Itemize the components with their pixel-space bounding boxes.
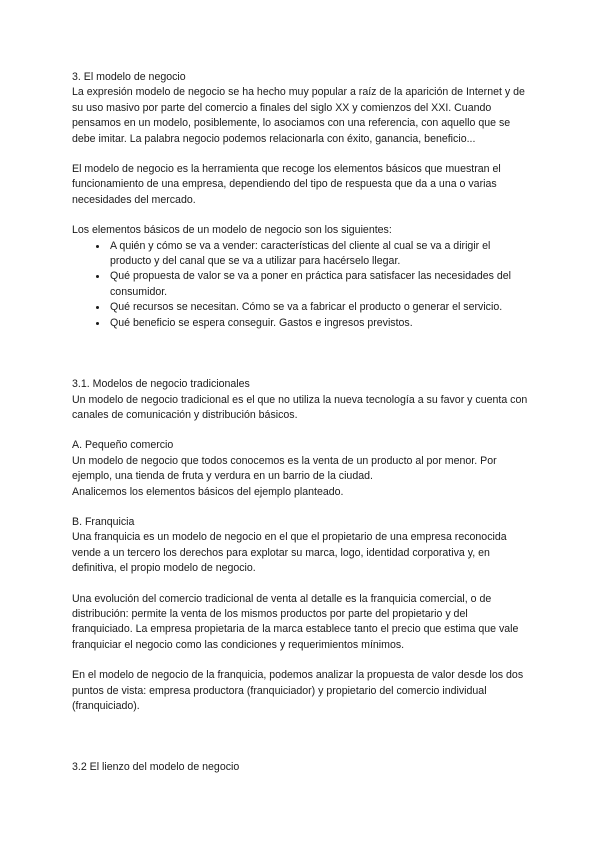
spacer xyxy=(72,653,530,668)
section-b-paragraph-1: Una franquicia es un modelo de negocio en el que el propietario de una empresa reconocida vende a un tercero los derechos para explotar su marca, logo, identidad corporativa y, en definitiva, el propio modelo de negocio. xyxy=(72,531,507,575)
elements-list xyxy=(72,239,530,331)
section-3-1-title: 3.1. Modelos de negocio tradicionales xyxy=(72,378,250,391)
list-item: • Qué propuesta de valor se va a poner en práctica para satisfacer las necesidades del consumidor. xyxy=(108,269,530,300)
section-b-paragraph-2: Una evolución del comercio tradicional de venta al detalle es la franquicia comercial, o de distribución: permite la venta de los mismos productos por parte del propietario y del franquiciado. La empresa propietaria de la marca establece tanto el precio que estima que vale franquiciar el negocio como las condiciones y requerimientos mínimos. xyxy=(72,592,519,651)
spacer xyxy=(72,423,530,438)
section-b-title: B. Franquicia xyxy=(72,515,135,528)
section-a-title: A. Pequeño comercio xyxy=(72,439,174,452)
spacer xyxy=(72,500,530,515)
section-3-paragraph-3: Los elementos básicos de un modelo de negocio son los siguientes: xyxy=(72,224,392,237)
list-item: • Qué beneficio se espera conseguir. Gastos e ingresos previstos. xyxy=(108,316,530,331)
spacer xyxy=(72,208,530,223)
spacer xyxy=(72,714,530,760)
list-item: • A quién y cómo se va a vender: características del cliente al cual se va a dirigir el producto y del canal que se va a utilizar para hacérselo llegar. xyxy=(108,239,530,270)
section-3-paragraph-1: La expresión modelo de negocio se ha hecho muy popular a raíz de la aparición de Internet y de su uso masivo por parte del comercio a finales del siglo XX y comienzos del XXI. Cuando pensamos en un modelo, posiblemente, lo asociamos con una referencia, con aquello que se debe imitar. La palabra negocio podemos relacionarla con éxito, ganancia, beneficio... xyxy=(72,86,525,145)
section-3-title: 3. El modelo de negocio xyxy=(72,71,186,83)
spacer xyxy=(72,331,530,377)
spacer xyxy=(72,147,530,162)
section-a-paragraph-1: Un modelo de negocio que todos conocemos es la venta de un producto al por menor. Por ejemplo, una tienda de fruta y verdura en un barrio de la ciudad. xyxy=(72,454,497,483)
section-a-paragraph-2: Analicemos los elementos básicos del ejemplo planteado. xyxy=(72,485,344,498)
section-b-paragraph-3: En el modelo de negocio de la franquicia, podemos analizar la propuesta de valor desde los dos puntos de vista: empresa productora (franquiciador) y propietario del comercio individual (franquiciado). xyxy=(72,669,524,712)
section-3-2-title: 3.2 El lienzo del modelo de negocio xyxy=(72,761,240,774)
spacer xyxy=(72,577,530,592)
section-3-1-paragraph: Un modelo de negocio tradicional es el que no utiliza la nueva tecnología a su favor y cuenta con canales de comunicación y distribución básicos. xyxy=(72,393,528,421)
list-item: • Qué recursos se necesitan. Cómo se va a fabricar el producto o generar el servicio. xyxy=(108,300,530,315)
section-3-paragraph-2: El modelo de negocio es la herramienta que recoge los elementos básicos que muestran el funcionamiento de una empresa, dependiendo del tipo de respuesta que da a una o varias necesidades del mercado. xyxy=(72,163,501,206)
